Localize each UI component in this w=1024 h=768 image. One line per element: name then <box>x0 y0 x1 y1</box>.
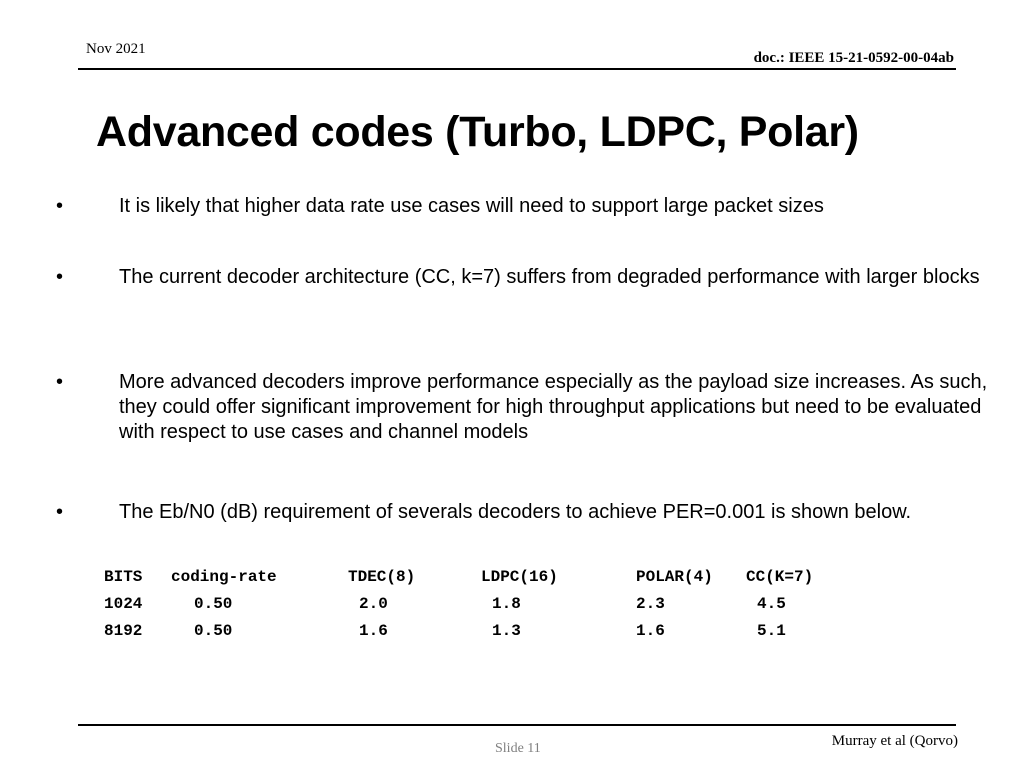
bullet-marker: • <box>56 501 64 523</box>
table-row <box>104 590 847 617</box>
bullet-marker: • <box>56 371 64 393</box>
col-header-coding-rate: coding-rate <box>171 567 277 586</box>
cell-cc: 4.5 <box>757 594 786 613</box>
cell-coding-rate: 0.50 <box>194 594 233 613</box>
table-row <box>104 617 847 644</box>
col-header-tdec: TDEC(8) <box>348 567 416 586</box>
cell-coding-rate: 0.50 <box>194 621 233 640</box>
cell-bits: 8192 <box>104 621 143 640</box>
cell-tdec: 1.6 <box>359 621 388 640</box>
bullet-text: It is likely that higher data rate use cases will need to support large packet sizes <box>119 195 824 217</box>
cell-polar: 1.6 <box>636 621 665 640</box>
cell-cc: 5.1 <box>757 621 786 640</box>
col-header-polar: POLAR(4) <box>636 567 713 586</box>
slide-title: Advanced codes (Turbo, LDPC, Polar) <box>96 108 859 156</box>
col-header-bits: BITS <box>104 567 143 586</box>
cell-polar: 2.3 <box>636 594 665 613</box>
cell-ldpc: 1.3 <box>492 621 521 640</box>
footer-slide-number: Slide 11 <box>495 741 541 756</box>
bullet-text: The Eb/N0 (dB) requirement of severals decoders to achieve PER=0.001 is shown below. <box>119 501 912 523</box>
header-rule <box>78 68 956 70</box>
cell-ldpc: 1.8 <box>492 594 521 613</box>
eb-n0-table <box>104 563 847 644</box>
bullet-marker: • <box>56 266 64 288</box>
bullet-text: More advanced decoders improve performance especially as the payload size increases. As such, they could offer significant improvement for high throughput applications but need to be evaluated with respect to use cases and channel models <box>119 371 988 443</box>
footer-rule <box>78 724 956 726</box>
bullet-marker: • <box>56 195 64 217</box>
col-header-cc: CC(K=7) <box>746 567 814 586</box>
header-doc-id: doc.: IEEE 15-21-0592-00-04ab <box>753 50 954 66</box>
cell-bits: 1024 <box>104 594 143 613</box>
col-header-ldpc: LDPC(16) <box>481 567 558 586</box>
bullet-text: The current decoder architecture (CC, k=7) suffers from degraded performance with larger blocks <box>119 266 980 288</box>
header-date: Nov 2021 <box>86 41 146 57</box>
cell-tdec: 2.0 <box>359 594 388 613</box>
footer-author: Murray et al (Qorvo) <box>831 733 958 749</box>
table-header-row <box>104 563 847 590</box>
